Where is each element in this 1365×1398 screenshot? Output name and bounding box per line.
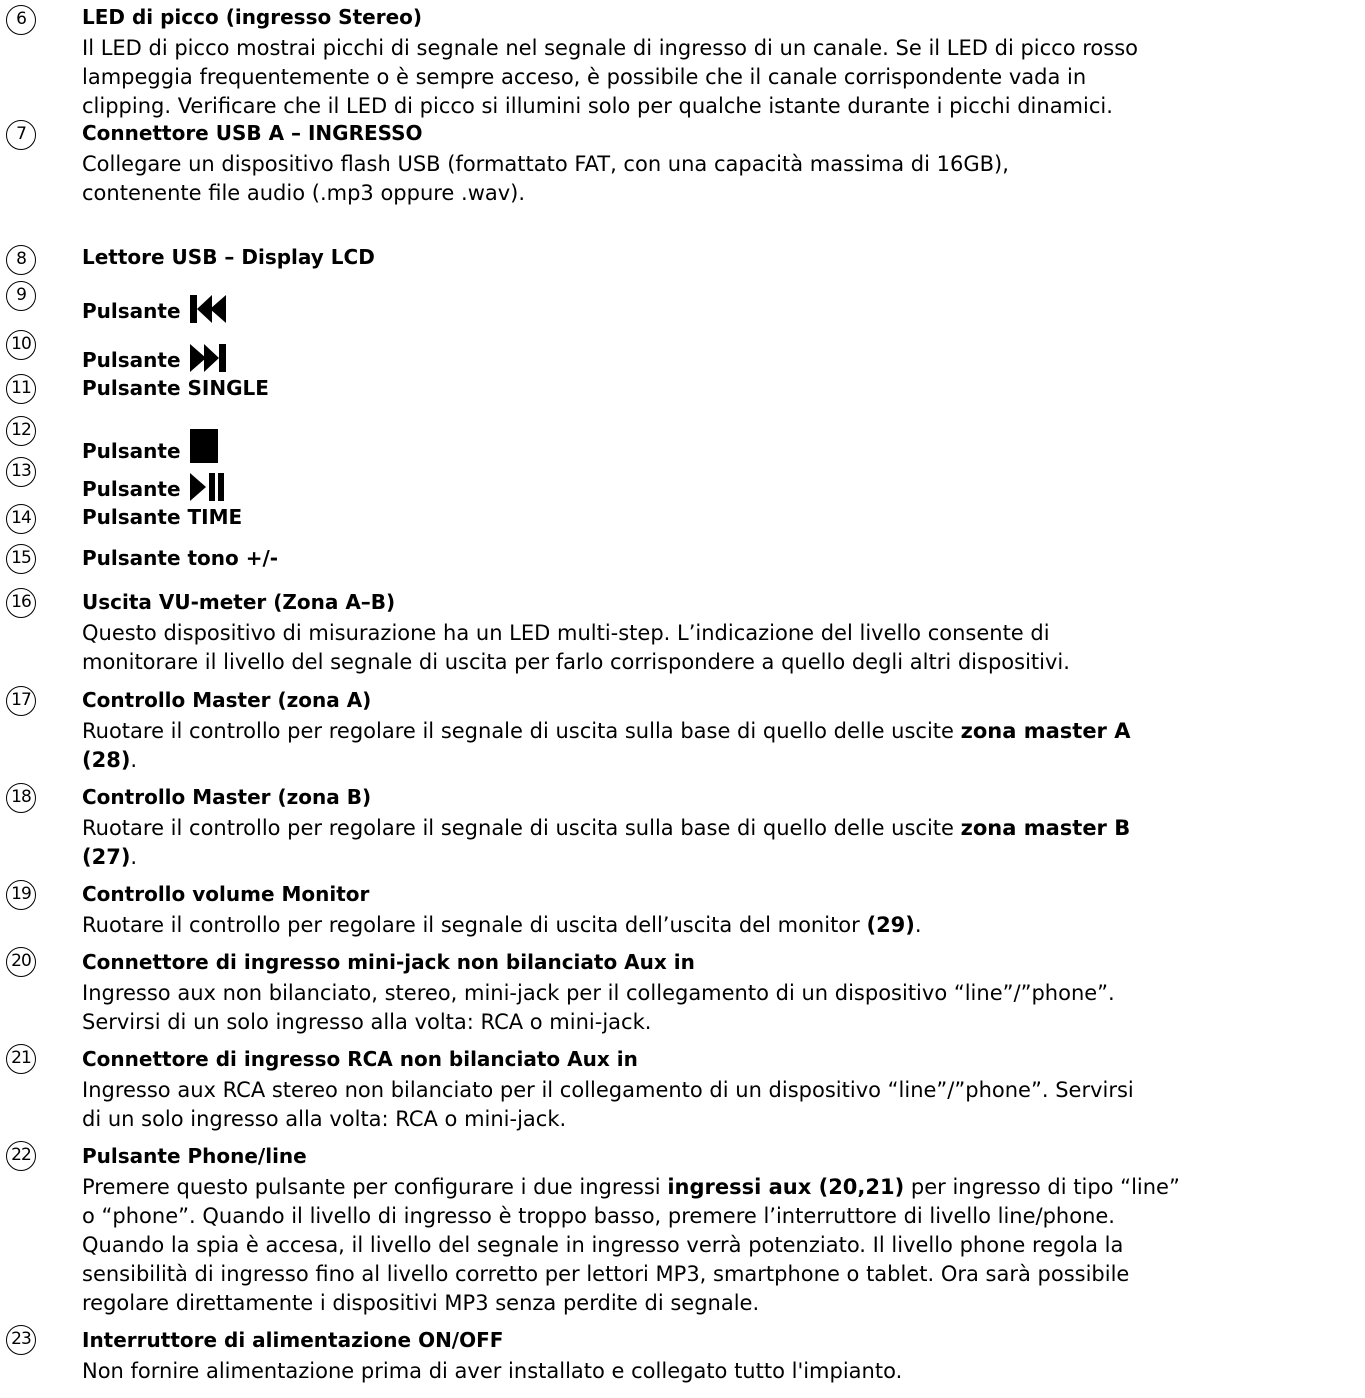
item-description-line: Collegare un dispositivo flash USB (formattato FAT, con una capacità massima di 16GB),: [82, 152, 1009, 176]
item-number-badge: 23: [6, 1325, 36, 1355]
item-number-badge: 6: [6, 5, 36, 35]
item-number-badge: 13: [6, 457, 36, 487]
item-number-badge: 18: [6, 783, 36, 813]
item-number-badge: 12: [6, 416, 36, 446]
item-number-badge: 10: [6, 330, 36, 360]
item-description-line: monitorare il livello del segnale di uscita per farlo corrispondere a quello degli altri dispositivi.: [82, 650, 1070, 674]
item-number-badge: 11: [6, 374, 36, 404]
item-number-badge: 19: [6, 880, 36, 910]
item-description-line: regolare direttamente i dispositivi MP3 senza perdite di segnale.: [82, 1291, 760, 1315]
description-text: Ruotare il controllo per regolare il segnale di uscita sulla base di quello delle uscite: [82, 719, 961, 743]
item-title: [82, 472, 225, 502]
item-number-badge: 15: [6, 544, 36, 574]
item-description-line: [82, 1173, 1180, 1202]
description-reference: (28): [82, 748, 131, 772]
item-description-line: clipping. Verificare che il LED di picco si illumini solo per qualche istante durante i picchi dinamici.: [82, 94, 1113, 118]
description-text: Premere questo pulsante per configurare i due ingressi: [82, 1175, 668, 1199]
item-title: Connettore USB A – INGRESSO: [82, 121, 423, 145]
item-title: [82, 428, 219, 464]
play-pause-icon: [189, 472, 225, 502]
item-title: LED di picco (ingresso Stereo): [82, 5, 423, 29]
item-title: [82, 294, 227, 324]
description-reference: zona master B: [960, 816, 1131, 840]
item-description-line: [82, 717, 1130, 746]
item-description-line: Non fornire alimentazione prima di aver installato e collegato tutto l'impianto.: [82, 1359, 903, 1383]
item-number-badge: 8: [6, 245, 36, 275]
description-text: Ruotare il controllo per regolare il segnale di uscita sulla base di quello delle uscite: [82, 816, 961, 840]
item-title: Interruttore di alimentazione ON/OFF: [82, 1328, 504, 1352]
item-title: Pulsante SINGLE: [82, 376, 269, 400]
item-number-badge: 22: [6, 1141, 36, 1171]
item-title-text: Pulsante: [82, 348, 181, 372]
item-title: Controllo volume Monitor: [82, 882, 370, 906]
item-description-line: [82, 814, 1130, 843]
description-text: .: [914, 913, 922, 937]
item-title: Connettore di ingresso RCA non bilanciato Aux in: [82, 1047, 638, 1071]
description-text: .: [130, 845, 138, 869]
item-description-line: Servirsi di un solo ingresso alla volta: RCA o mini-jack.: [82, 1010, 652, 1034]
item-description-line: [82, 911, 922, 940]
item-description-line: [82, 843, 137, 872]
previous-track-icon: [189, 294, 227, 324]
item-title: Pulsante tono +/-: [82, 546, 279, 570]
item-description-line: contenente file audio (.mp3 oppure .wav).: [82, 181, 526, 205]
description-text: .: [130, 748, 138, 772]
item-number-badge: 17: [6, 686, 36, 716]
item-title: Connettore di ingresso mini-jack non bilanciato Aux in: [82, 950, 695, 974]
item-title: Controllo Master (zona A): [82, 688, 372, 712]
item-description-line: Ingresso aux RCA stereo non bilanciato per il collegamento di un dispositivo “line”/”phone”. Servirsi: [82, 1078, 1134, 1102]
item-number-badge: 16: [6, 588, 36, 618]
item-description-line: sensibilità di ingresso fino al livello corretto per lettori MP3, smartphone o tablet. Ora sarà possibile: [82, 1262, 1130, 1286]
item-description-line: Quando la spia è accesa, il livello del segnale in ingresso verrà potenziato. Il livello phone regola la: [82, 1233, 1124, 1257]
item-description-line: Il LED di picco mostrai picchi di segnale nel segnale di ingresso di un canale. Se il LED di picco rosso: [82, 36, 1138, 60]
stop-icon: [189, 428, 219, 464]
item-description-line: Ingresso aux non bilanciato, stereo, mini-jack per il collegamento di un dispositivo “line”/”phone”.: [82, 981, 1115, 1005]
item-title: [82, 343, 227, 373]
item-description-line: [82, 746, 137, 775]
item-title: Uscita VU-meter (Zona A–B): [82, 590, 396, 614]
item-description-line: lampeggia frequentemente o è sempre acceso, è possibile che il canale corrispondente vada in: [82, 65, 1087, 89]
description-text: Ruotare il controllo per regolare il segnale di uscita dell’uscita del monitor: [82, 913, 867, 937]
description-reference: (29): [866, 913, 915, 937]
item-title-text: Pulsante: [82, 439, 181, 463]
item-description-line: Questo dispositivo di misurazione ha un LED multi-step. L’indicazione del livello consente di: [82, 621, 1050, 645]
item-number-badge: 20: [6, 947, 36, 977]
description-reference: (27): [82, 845, 131, 869]
description-text: per ingresso di tipo “line”: [904, 1175, 1180, 1199]
next-track-icon: [189, 343, 227, 373]
item-title: Pulsante Phone/line: [82, 1144, 307, 1168]
item-title: Controllo Master (zona B): [82, 785, 372, 809]
item-title-text: Pulsante: [82, 477, 181, 501]
description-reference: zona master A: [960, 719, 1131, 743]
item-description-line: o “phone”. Quando il livello di ingresso è troppo basso, premere l’interruttore di livello line/phone.: [82, 1204, 1115, 1228]
item-title-text: Pulsante: [82, 299, 181, 323]
item-number-badge: 21: [6, 1044, 36, 1074]
description-reference: ingressi aux (20,21): [667, 1175, 905, 1199]
item-title: Lettore USB – Display LCD: [82, 245, 375, 269]
item-description-line: di un solo ingresso alla volta: RCA o mini-jack.: [82, 1107, 567, 1131]
item-number-badge: 9: [6, 281, 36, 311]
item-title: Pulsante TIME: [82, 505, 243, 529]
item-number-badge: 14: [6, 504, 36, 534]
item-number-badge: 7: [6, 120, 36, 150]
